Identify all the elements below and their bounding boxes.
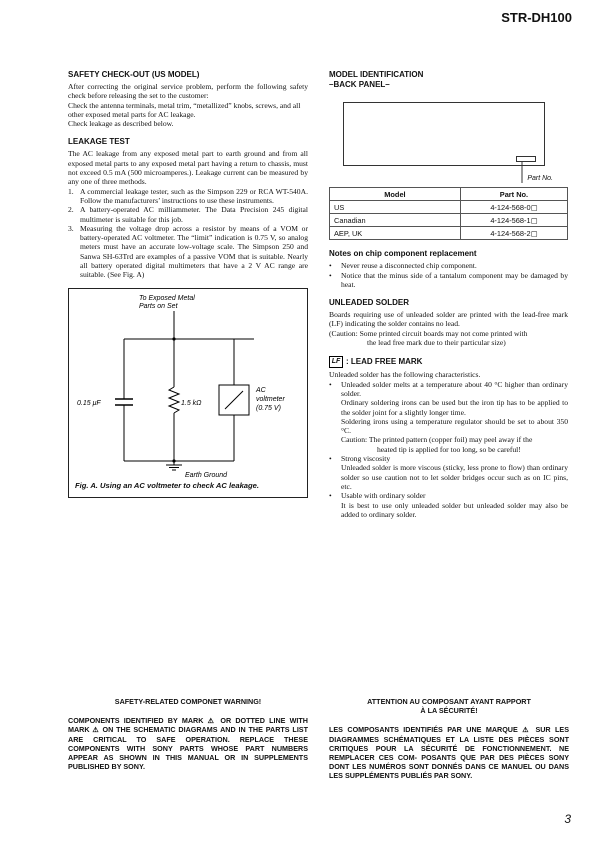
unleaded-body: Boards requiring use of unleaded solder are printed with the lead-free mark (LF) indicating the solder contains no lead. [329, 310, 568, 329]
column-header: Model [330, 188, 461, 201]
table-row: US 4-124-568-0▢ [330, 201, 568, 214]
list-item: • Strong viscosity Unleaded solder is more viscous (sticky, less prone to flow) than ordinary solder so use caution not to let solder bridges occur such as on IC pins, etc. [329, 454, 568, 491]
list-item: 2. A battery-operated AC milliammeter. The Data Precision 245 digital multimeter is suitable for this job. [68, 205, 308, 224]
callout-line [510, 161, 540, 191]
unleaded-title: UNLEADED SOLDER [329, 298, 410, 308]
figure-a [68, 288, 308, 498]
warning-fr-title: ATTENTION AU COMPOSANT AYANT RAPPORT À LA SÉCURITÉ! [367, 697, 531, 716]
column-header: Part No. [460, 188, 567, 201]
top-label-1: To Exposed Metal [139, 294, 195, 302]
list-item: • Unleaded solder melts at a temperature about 40 °C higher than ordinary solder. Ordinary soldering irons can be used but the iron tip has to be applied to the solder joint for a slightly longer time. Soldering irons using a temperature regulator should be set to about 350 °C. Caution: The printed pattern (copper foil) may peel away if the heated tip is applied for too long, so be careful! [329, 379, 568, 454]
unleaded-caution-2: the lead free mark due to their particular size) [367, 338, 506, 348]
meter-label-1: AC [256, 386, 266, 394]
top-label-2: Parts on Set [139, 302, 178, 310]
safety-title: SAFETY CHECK-OUT (US MODEL) [68, 70, 200, 79]
model-number: STR-DH100 [501, 10, 572, 25]
list-item: • Never reuse a disconnected chip component. [329, 261, 477, 271]
part-no-label: Part No. [527, 175, 553, 182]
back-panel-illustration [343, 102, 545, 166]
meter-label-3: (0.75 V) [256, 404, 281, 412]
model-table [329, 187, 568, 240]
leakage-body: The AC leakage from any exposed metal part to earth ground and from all exposed metal parts to any exposed metal part having a return to chassis, must not exceed 0.5 mA (500 microamperes.). Leakage current can be measured by any one of three methods. [68, 149, 308, 187]
capacitor-label: 0.15 μF [77, 399, 101, 407]
left-column [68, 70, 308, 498]
list-item: 3. Measuring the voltage drop across a resistor by means of a VOM or battery-operated AC voltmeter. The “limit” indication is 0.75 V, so analog meters must have an accurate low-voltage scale. The Simpson 250 and Sanwa SH-63Trd are examples of a passive VOM that is suitable. Nearly all battery operated digital multimeters that have a 2 V AC range are suitable. (See Fig. A) [68, 223, 308, 280]
table-row: AEP, UK 4-124-568-2▢ [330, 227, 568, 240]
safety-body: After correcting the original service problem, perform the following safety check before releasing the set to the customer: [68, 82, 308, 101]
list-item: • Usable with ordinary solder It is best to use only unleaded solder but unleaded solder may also be added to ordinary solder. [329, 491, 568, 519]
table-row: Canadian 4-124-568-1▢ [330, 214, 568, 227]
leakage-title: LEAKAGE TEST [68, 137, 130, 147]
ground-icon [166, 465, 182, 470]
warning-french [329, 697, 569, 781]
ground-label: Earth Ground [185, 471, 228, 479]
lead-free-intro: Unleaded solder has the following characteristics. [329, 370, 481, 380]
leakage-methods-list [68, 187, 308, 280]
model-id-title: MODEL IDENTIFICATION –BACK PANEL– [329, 70, 424, 89]
figure-caption: Fig. A. Using an AC voltmeter to check AC leakage. [75, 481, 259, 491]
circuit-diagram [69, 289, 307, 479]
warning-en-title: SAFETY-RELATED COMPONET WARNING! [114, 697, 262, 706]
warning-fr-body: LES COMPOSANTS IDENTIFIÉS PAR UNE MARQUE ⚠ SUR LES DIAGRAMMES SCHÉMATIQUES ET LA LISTE DES PIÈCES SONT CRITIQUES POUR LA SÉCURITÉ DE FONCTIONNEMENT. NE REMPLACER CES COM- POSANTS QUE PAR DES PIÈCES SONY DONT LES NUMÉROS SONT DONNÉS DANS CE MANUEL OU DANS LES SUPPLÉMENTS PUBLIÉS PAR SONY. [329, 725, 569, 781]
page-number: 3 [564, 812, 571, 826]
lead-free-list [329, 380, 568, 519]
warning-en-body: COMPONENTS IDENTIFIED BY MARK ⚠ OR DOTTED LINE WITH MARK ⚠ ON THE SCHEMATIC DIAGRAMS AND IN THE PARTS LIST ARE CRITICAL TO SAFE OPERATION. REPLACE THESE COMPONENTS WITH SONY PARTS WHOSE PART NUMBERS APPEAR AS SHOWN IN THIS MANUAL OR IN SUPPLEMENTS PUBLISHED BY SONY. [68, 716, 308, 772]
right-column [329, 70, 568, 519]
unleaded-caution-1: (Caution: Some printed circuit boards may not come printed with [329, 328, 528, 338]
meter-label-2: voltmeter [256, 395, 285, 403]
resistor [169, 387, 179, 413]
lead-free-title: LF : LEAD FREE MARK [329, 356, 568, 368]
safety-body-2: Check the antenna terminals, metal trim, “metallized” knobs, screws, and all other exposed metal parts for AC leakage. [68, 100, 301, 119]
list-item: 1. A commercial leakage tester, such as the Simpson 229 or RCA WT-540A. Follow the manufacturers’ instructions to use these instruments. [68, 186, 308, 205]
chip-list [329, 261, 568, 289]
list-item: • Notice that the minus side of a tantalum component may be damaged by heat. [329, 270, 568, 289]
chip-title: Notes on chip component replacement [329, 249, 477, 259]
lead-free-icon: LF [329, 356, 343, 368]
resistor-label: 1.5 kΩ [181, 399, 202, 407]
safety-body-3: Check leakage as described below. [68, 119, 174, 129]
warning-english [68, 697, 308, 771]
